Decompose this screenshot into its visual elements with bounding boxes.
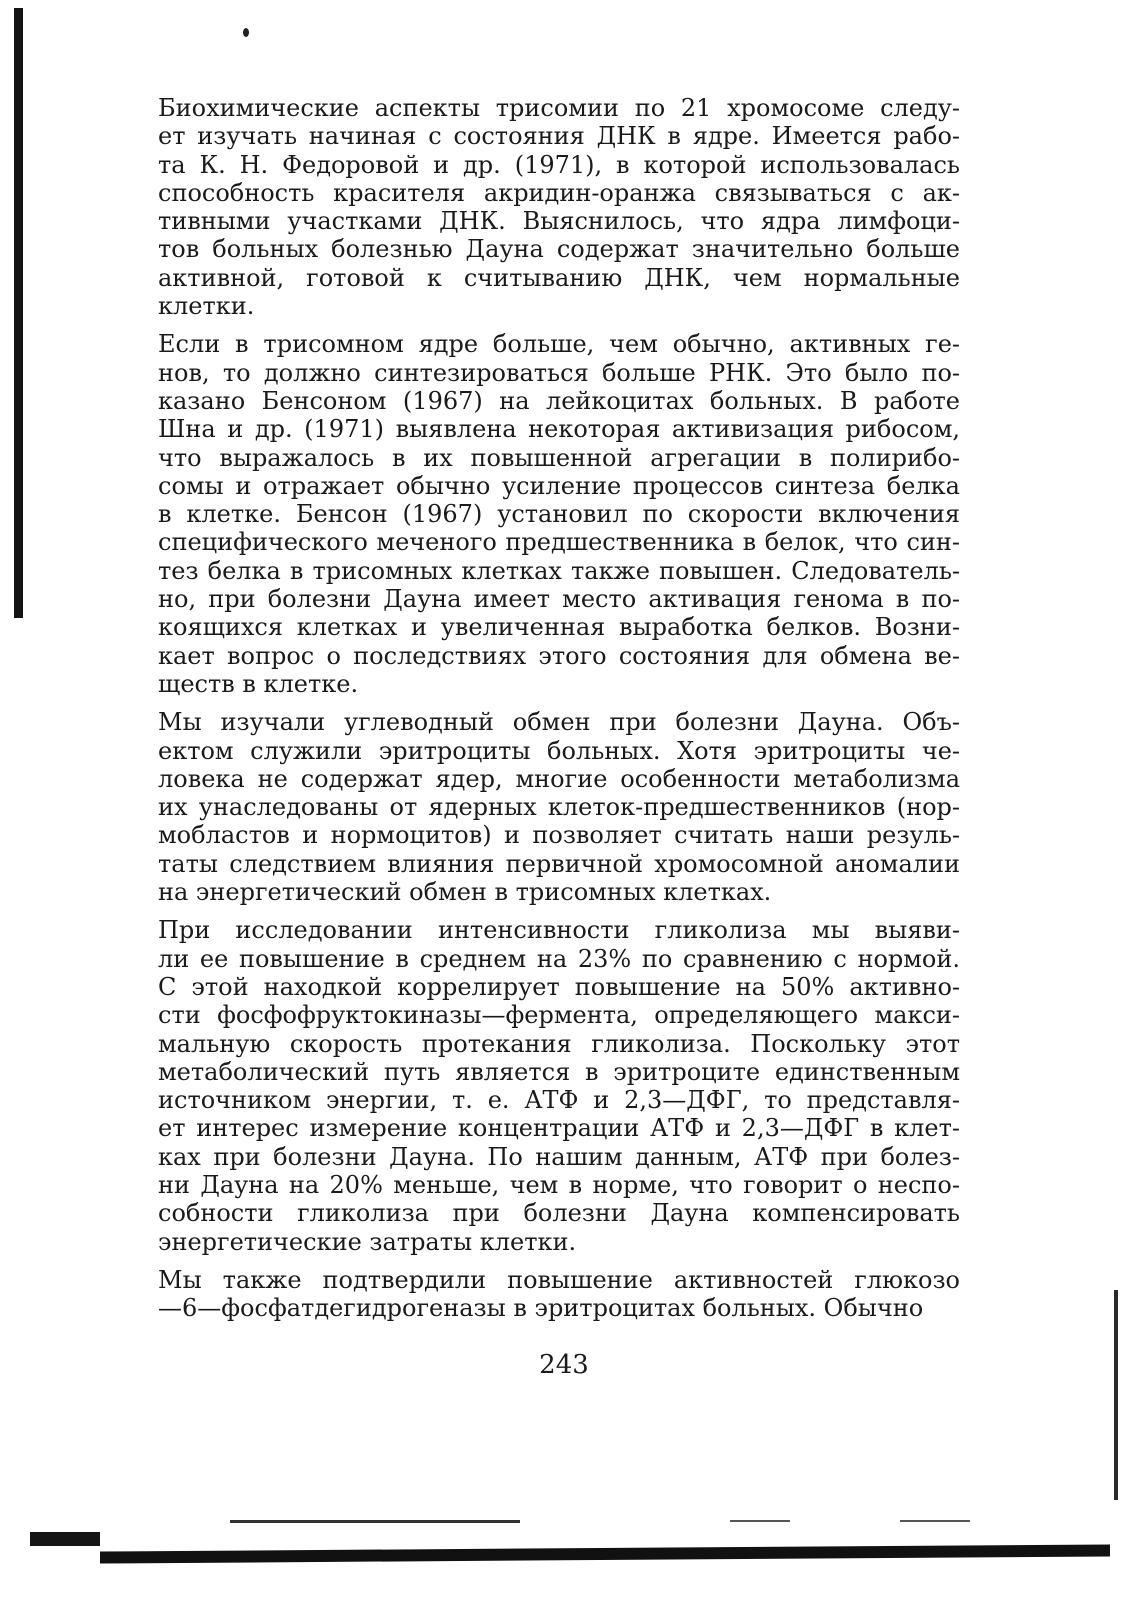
scan-edge-left <box>14 8 23 618</box>
text-line: их унаследованы от ядерных клеток-предшественников (нор- <box>158 793 960 822</box>
text-line: клетки. <box>158 292 255 321</box>
text-line: таты следствием влияния первичной хромосомной аномалии <box>158 849 960 878</box>
scan-mark <box>900 1520 970 1522</box>
text-line: ни Дауна на 20% меньше, чем в норме, что говорит о неспо- <box>158 1170 960 1199</box>
text-line: нов, то должно синтезироваться больше РНК. Это было по- <box>158 358 960 387</box>
text-line: При исследовании интенсивности гликолиза мы выяви- <box>158 916 960 945</box>
text-line: ловека не содержат ядер, многие особенности метаболизма <box>158 764 960 793</box>
text-line: ет изучать начиная с состояния ДНК в ядре. Имеется рабо- <box>158 122 960 151</box>
scan-edge-bottom <box>30 1520 1110 1580</box>
text-line: ет интерес измерение концентрации АТФ и 2,3—ДФГ в клет- <box>158 1114 960 1143</box>
text-line: специфического меченого предшественника в белок, что син- <box>158 528 960 557</box>
text-line: тов больных болезнью Дауна содержат значительно больше <box>158 235 960 264</box>
text-line: Если в трисомном ядре больше, чем обычно, активных ге- <box>158 330 960 359</box>
text-line: —6—фосфатдегидрогеназы в эритроцитах больных. Обычно <box>158 1294 924 1323</box>
text-line: Шна и др. (1971) выявлена некоторая активизация рибосом, <box>158 415 960 444</box>
text-line: собности гликолиза при болезни Дауна компенсировать <box>158 1199 960 1228</box>
text-line: но, при болезни Дауна имеет место активация генома в по- <box>158 585 960 614</box>
scan-mark <box>100 1544 1110 1563</box>
text-line: что выражалось в их повышенной агрегации в полирибо- <box>158 443 960 472</box>
text-line: сти фосфофруктокиназы—фермента, определяющего макси- <box>158 1001 960 1030</box>
text-line: тивными участками ДНК. Выяснилось, что ядра лимфоци- <box>158 207 960 236</box>
text-line: Мы изучали углеводный обмен при болезни Дауна. Объ- <box>158 708 960 737</box>
text-line: коящихся клетках и увеличенная выработка белков. Возни- <box>158 613 960 642</box>
scan-mark <box>230 1520 520 1523</box>
text-line: в клетке. Бенсон (1967) установил по скорости включения <box>158 500 960 529</box>
text-line: кает вопрос о последствиях этого состояния для обмена ве- <box>158 641 960 670</box>
text-line: активной, готовой к считыванию ДНК, чем нормальные <box>158 263 960 292</box>
scan-speck <box>243 28 249 37</box>
paragraph <box>150 916 960 1256</box>
text-line: способность красителя акридин-оранжа связываться с ак- <box>158 178 960 207</box>
scan-mark <box>30 1532 100 1546</box>
text-line: ках при болезни Дауна. По нашим данным, АТФ при болез- <box>158 1142 960 1171</box>
text-line: ектом служили эритроциты больных. Хотя эритроциты че- <box>158 736 960 765</box>
scan-mark <box>730 1520 790 1522</box>
paragraph <box>150 1266 960 1323</box>
scan-edge-right <box>1114 1290 1118 1500</box>
paragraph <box>150 330 960 698</box>
text-line: С этой находкой коррелирует повышение на 50% активно- <box>158 972 960 1001</box>
text-line: мальную скорость протекания гликолиза. Поскольку этот <box>158 1029 960 1058</box>
text-line: ществ в клетке. <box>158 669 359 698</box>
text-line: энергетические затраты клетки. <box>158 1227 577 1256</box>
text-line: Мы также подтвердили повышение активностей глюкозо <box>158 1265 960 1294</box>
paragraph <box>150 94 960 320</box>
paragraph <box>150 708 960 906</box>
text-line: Биохимические аспекты трисомии по 21 хромосоме следу- <box>158 94 960 122</box>
text-line: источником энергии, т. е. АТФ и 2,3—ДФГ, то представля- <box>158 1086 960 1115</box>
text-line: мобластов и нормоцитов) и позволяет считать наши резуль- <box>158 821 960 850</box>
text-line: сомы и отражает обычно усиление процессов синтеза белка <box>158 471 960 500</box>
text-line: на энергетический обмен в трисомных клетках. <box>158 878 772 907</box>
text-line: метаболический путь является в эритроците единственным <box>158 1057 960 1086</box>
page-number: 243 <box>539 1350 589 1380</box>
text-line: та К. Н. Федоровой и др. (1971), в которой использовалась <box>158 150 960 179</box>
text-line: тез белка в трисомных клетках также повышен. Следователь- <box>158 556 960 585</box>
text-line: казано Бенсоном (1967) на лейкоцитах больных. В работе <box>158 386 960 415</box>
page-body <box>150 94 960 1332</box>
text-line: ли ее повышение в среднем на 23% по сравнению с нормой. <box>158 944 960 973</box>
